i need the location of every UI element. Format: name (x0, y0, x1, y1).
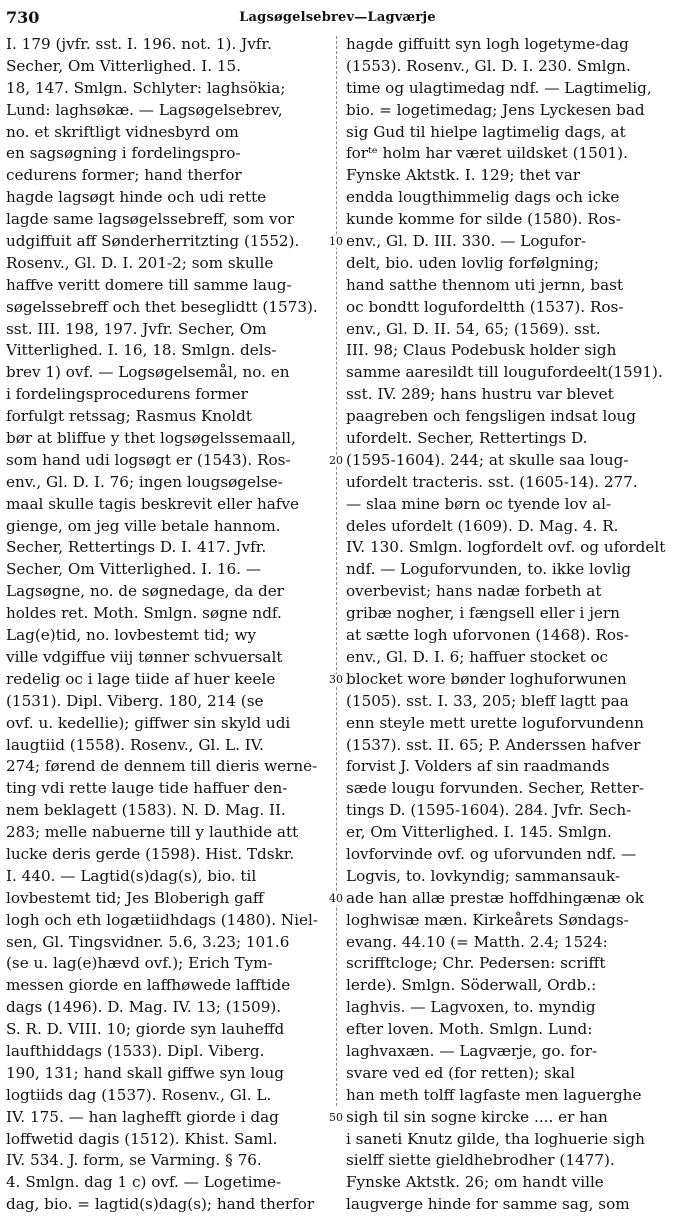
text-line: logtiids dag (1537). Rosenv., Gl. L. (6, 1085, 272, 1104)
text-line: ade han allæ prestæ hoffdhingænæ ok (346, 888, 644, 907)
text-line: sst. III. 198, 197. Jvfr. Secher, Om (6, 319, 267, 338)
text-line: sielff siette gieldhebrodher (1477). (346, 1151, 615, 1170)
text-line: bio. = logetimedag; Jens Lyckesen bad (346, 100, 645, 119)
text-line: ville vdgiffue viij tønner schvuersalt (6, 647, 283, 666)
text-line: samme aaresildt till lougufordeelt(1591). (346, 363, 663, 382)
text-line: gribæ nogher, i fængsell eller i jern (346, 604, 620, 623)
text-line: holdes ret. Moth. Smlgn. søgne ndf. (6, 604, 282, 623)
text-line: forfulgt retssag; Rasmus Knoldt (6, 407, 252, 426)
left-column (6, 34, 328, 1216)
text-line: 190, 131; hand skall giffwe syn loug (6, 1063, 285, 1082)
text-line: Secher, Rettertings D. I. 417. Jvfr. (6, 538, 267, 557)
text-line: (1531). Dipl. Viberg. 180, 214 (se (6, 691, 264, 710)
text-line: deles ufordelt (1609). D. Mag. 4. R. (346, 516, 619, 535)
text-line: (1505). sst. I. 33, 205; bleff lagtt paa (346, 691, 629, 710)
text-line: enn steyle mett urette loguforvundenn (346, 713, 644, 732)
text-line: I. 440. — Lagtid(s)dag(s), bio. til (6, 866, 257, 885)
text-line: udgiffuit aff Sønderherritzting (1552). (6, 232, 300, 251)
text-line: ovf. u. kedellie); giffwer sin skyld udi (6, 713, 291, 732)
text-line: 283; melle nabuerne till y lauthide att (6, 823, 299, 842)
page-number: 730 (6, 8, 40, 27)
text-line: messen giorde en laffhøwede lafftide (6, 976, 291, 995)
text-line: Secher, Om Vitterlighed. I. 16. — (6, 560, 262, 579)
text-line: sen, Gl. Tingsvidner. 5.6, 3.23; 101.6 (6, 932, 290, 951)
text-line: env., Gl. D. II. 54, 65; (1569). sst. (346, 319, 601, 338)
right-column (346, 34, 668, 1216)
text-line: redelig oc i lage tiide af huer keele (6, 669, 276, 688)
page-header (0, 0, 675, 32)
text-line: i fordelingsprocedurens former (6, 385, 248, 404)
line-number: 40 (329, 892, 343, 906)
text-line: Lag(e)tid, no. lovbestemt tid; wy (6, 626, 257, 645)
text-line: oc bondtt logufordeltth (1537). Ros- (346, 297, 624, 316)
running-head: Lagsøgelsebrev—Lagværje (239, 10, 436, 25)
text-line: 18, 147. Smlgn. Schlyter: laghsökia; (6, 78, 286, 97)
text-line: env., Gl. D. III. 330. — Logufor- (346, 232, 587, 251)
text-line: nem beklagett (1583). N. D. Mag. II. (6, 801, 286, 820)
line-number: 20 (329, 454, 343, 468)
text-line: IV. 130. Smlgn. logfordelt ovf. og ufordelt (346, 538, 666, 557)
text-line: maal skulle tagis beskrevit eller hafve (6, 494, 299, 513)
text-line: laghvis. — Lagvoxen, to. myndig (346, 998, 596, 1017)
column-divider (336, 36, 338, 1106)
text-line: hagde giffuitt syn logh logetyme-dag (346, 35, 629, 53)
text-line: env., Gl. D. I. 6; haffuer stocket oc (346, 647, 609, 666)
text-line: time og ulagtimedag ndf. — Lagtimelig, (346, 78, 652, 97)
text-line: ndf. — Loguforvunden, to. ikke lovlig (346, 560, 632, 579)
text-line: sigh til sin sogne kircke .... er han (346, 1107, 608, 1126)
text-line: haffve veritt domere till samme laug- (6, 275, 292, 294)
text-line: Lagsøgne, no. de søgnedage, da der (6, 582, 284, 601)
text-line: — slaa mine børn oc tyende lov al- (346, 494, 612, 513)
text-line: laufthiddags (1533). Dipl. Viberg. (6, 1041, 265, 1060)
text-line: ufordelt tracteris. sst. (1605-14). 277. (346, 472, 638, 491)
text-line: Fynske Aktstk. I. 129; thet var (346, 166, 581, 185)
text-line: sæde lougu forvunden. Secher, Retter- (346, 779, 644, 798)
text-line: at sætte logh uforvonen (1468). Ros- (346, 626, 629, 645)
text-line: lovbestemt tid; Jes Bloberigh gaff (6, 888, 264, 907)
text-line: forᵗᵉ holm har været uildsket (1501). (346, 144, 628, 163)
text-line: en sagsøgning i fordelingspro- (6, 144, 241, 163)
text-line: sig Gud til hielpe lagtimelig dags, at (346, 122, 626, 141)
text-line: brev 1) ovf. — Logsøgelsemål, no. en (6, 363, 290, 382)
text-line: lerde). Smlgn. Söderwall, Ordb.: (346, 976, 597, 995)
text-line: dags (1496). D. Mag. IV. 13; (1509). (6, 998, 282, 1017)
text-line: dag, bio. = lagtid(s)dag(s); hand therfor (6, 1195, 315, 1214)
text-line: scrifftcloge; Chr. Pedersen: scrifft (346, 954, 606, 973)
text-line: delt, bio. uden lovlig forfølgning; (346, 253, 600, 272)
text-line: endda lougthimmelig dags och icke (346, 188, 620, 207)
text-line: hand satthe thennom uti jernn, bast (346, 275, 624, 294)
text-line: evang. 44.10 (= Matth. 2.4; 1524: (346, 932, 608, 951)
text-line: (1537). sst. II. 65; P. Anderssen hafver (346, 735, 641, 754)
text-line: loghwisæ mæn. Kirkeårets Søndags- (346, 910, 629, 929)
text-line: hagde lagsøgt hinde och udi rette (6, 188, 267, 207)
text-line: Vitterlighed. I. 16, 18. Smlgn. dels- (6, 341, 277, 360)
text-line: gienge, om jeg ville betale hannom. (6, 516, 281, 535)
text-line: (1595-1604). 244; at skulle saa loug- (346, 450, 629, 469)
text-line: ufordelt. Secher, Rettertings D. (346, 429, 588, 448)
text-line: no. et skriftligt vidnesbyrd om (6, 122, 239, 141)
text-line: laugtiid (1558). Rosenv., Gl. L. IV. (6, 735, 264, 754)
text-line: kunde komme for silde (1580). Ros- (346, 210, 621, 229)
text-line: paagreben och fengsligen indsat loug (346, 407, 636, 426)
text-line: bør at bliffue y thet logsøgelssemaall, (6, 429, 296, 448)
text-line: tings D. (1595-1604). 284. Jvfr. Sech- (346, 801, 632, 820)
text-line: han meth tolff lagfaste men laguerghe (346, 1085, 642, 1104)
text-line: IV. 175. — han laghefft giorde i dag (6, 1107, 279, 1126)
text-line: lovforvinde ovf. og uforvunden ndf. — (346, 844, 637, 863)
text-line: laugverge hinde for samme sag, som (346, 1195, 630, 1214)
line-number: 50 (329, 1111, 343, 1125)
text-line: IV. 534. J. form, se Varming. § 76. (6, 1151, 262, 1170)
text-line: søgelssebreff och thet beseglidtt (1573). (6, 297, 318, 316)
text-line: som hand udi logsøgt er (1543). Ros- (6, 450, 291, 469)
text-line: laghvaxæn. — Lagværje, go. for- (346, 1041, 598, 1060)
text-line: Rosenv., Gl. D. I. 201-2; som skulle (6, 253, 274, 272)
text-line: efter loven. Moth. Smlgn. Lund: (346, 1020, 593, 1039)
text-line: (1553). Rosenv., Gl. D. I. 230. Smlgn. (346, 56, 631, 75)
text-line: lucke deris gerde (1598). Hist. Tdskr. (6, 844, 295, 863)
text-line: Logvis, to. lovkyndig; sammansauk- (346, 866, 621, 885)
text-line: er, Om Vitterlighed. I. 145. Smlgn. (346, 823, 612, 842)
text-line: S. R. D. VIII. 10; giorde syn lauheffd (6, 1020, 285, 1039)
text-line: overbevist; hans nadæ forbeth at (346, 582, 602, 601)
text-line: lagde same lagsøgelssebreff, som vor (6, 210, 294, 229)
text-line: env., Gl. D. I. 76; ingen lougsøgelse- (6, 472, 283, 491)
text-line: I. 179 (jvfr. sst. I. 196. not. 1). Jvfr. (6, 35, 272, 53)
text-line: blocket wore bønder loghuforwunen (346, 669, 627, 688)
text-line: sst. IV. 289; hans hustru var blevet (346, 385, 614, 404)
text-line: svare ved ed (for retten); skal (346, 1063, 575, 1082)
text-line: cedurens former; hand therfor (6, 166, 242, 185)
text-line: loffwetid dagis (1512). Khist. Saml. (6, 1129, 278, 1148)
line-number: 10 (329, 235, 343, 249)
text-line: Fynske Aktstk. 26; om handt ville (346, 1173, 604, 1192)
text-line: logh och eth logætiidhdags (1480). Niel- (6, 910, 319, 929)
text-line: i saneti Knutz gilde, tha loghuerie sigh (346, 1129, 645, 1148)
text-line: ting vdi rette lauge tide haffuer den- (6, 779, 288, 798)
text-line: 4. Smlgn. dag 1 c) ovf. — Logetime- (6, 1173, 282, 1192)
text-line: III. 98; Claus Podebusk holder sigh (346, 341, 617, 360)
line-number: 30 (329, 673, 343, 687)
text-line: (se u. lag(e)hævd ovf.); Erich Tym- (6, 954, 273, 973)
text-line: Secher, Om Vitterlighed. I. 15. (6, 56, 241, 75)
text-line: forvist J. Volders af sin raadmands (346, 757, 610, 776)
text-line: 274; førend de dennem till dieris werne- (6, 757, 318, 776)
text-line: Lund: laghsøkæ. — Lagsøgelsebrev, (6, 100, 283, 119)
